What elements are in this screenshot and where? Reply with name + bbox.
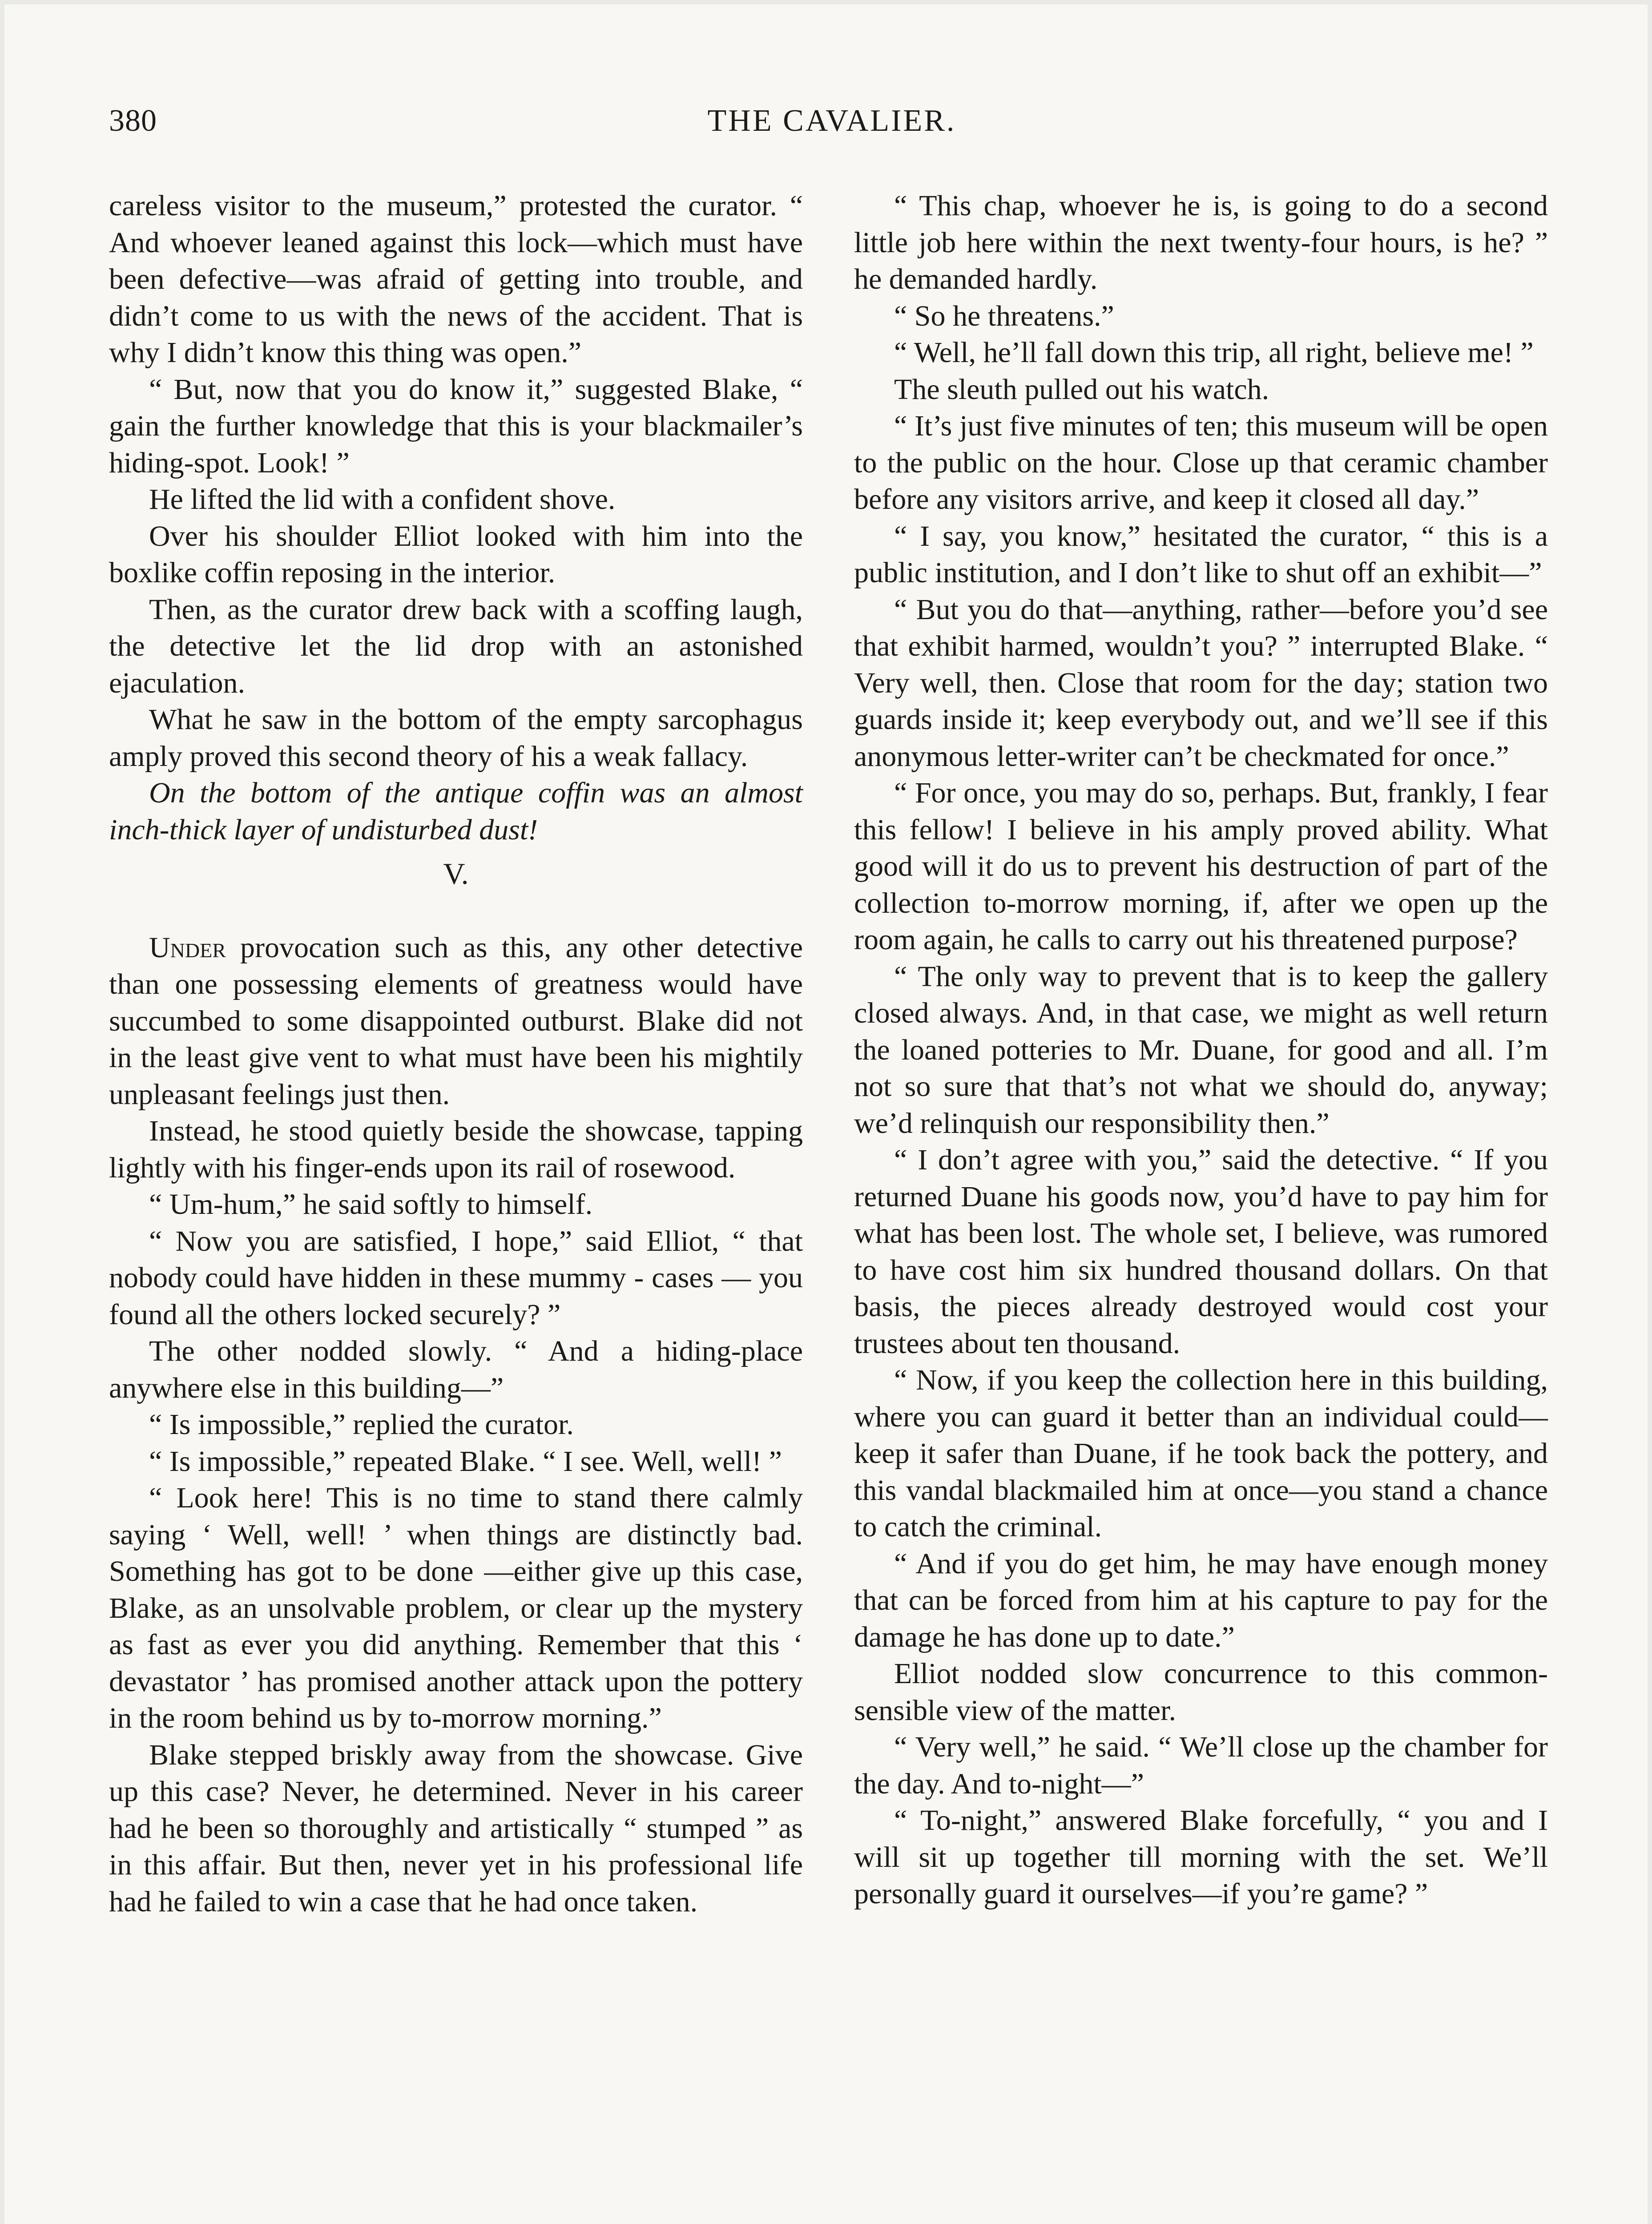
paragraph: “ Um-hum,” he said softly to himself. bbox=[149, 1188, 593, 1221]
paragraph: “ Is impossible,” repeated Blake. “ I see. Well, well! ” bbox=[149, 1445, 782, 1478]
paragraph: “ I don’t agree with you,” said the detective. “ If you returned Duane his goods now, you’d have to pay him for what has been lost. The whole set, I believe, was rumored to have cost him six hundred thousand dollars. On that basis, the pieces already destroyed would cost your trustees about ten thousand. bbox=[854, 1144, 1548, 1360]
paragraph: Then, as the curator drew back with a scoffing laugh, the detective let the lid drop with an astonished ejaculation. bbox=[109, 593, 803, 699]
paragraph: “ The only way to prevent that is to keep the gallery closed always. And, in that case, we might as well return the loaned potteries to Mr. Duane, for good and all. I’m not so sure that that’s not what we should do, anyway; we’d relinquish our responsibility then.” bbox=[854, 960, 1548, 1140]
page-number: 380 bbox=[109, 104, 157, 138]
page-header bbox=[109, 103, 1555, 157]
paragraph: careless visitor to the museum,” protested the curator. “ And whoever leaned against this lock—which must have been defective—was afraid of getting into trouble, and didn’t come to us with the news of the accident. That is why I didn’t know this thing was open.” bbox=[109, 189, 803, 369]
section-heading: V. bbox=[443, 857, 469, 890]
paragraph: “ This chap, whoever he is, is going to do a second little job here within the next twenty-four hours, is he? ” he demanded hardly. bbox=[854, 189, 1548, 295]
paragraph: Blake stepped briskly away from the showcase. Give up this case? Never, he determined. Never in his career had he been so thoroughly and artistically “ stumped ” as in this affair. But then, never yet in his professional life had he failed to win a case that he had once taken. bbox=[109, 1738, 803, 1918]
paragraph: “ So he threatens.” bbox=[894, 299, 1114, 332]
paragraph: “ Look here! This is no time to stand there calmly saying ‘ Well, well! ’ when things are distinctly bad. Something has got to be done —either give up this case, Blake, as an unsolvable problem, or clear up the mystery as fast as ever you did anything. Remember that this ‘ devastator ’ has promised another attack upon the pottery in the room behind us by to-morrow morning.” bbox=[109, 1482, 803, 1734]
section-opening-paragraph bbox=[109, 930, 803, 1113]
paragraph: Over his shoulder Elliot looked with him into the boxlike coffin reposing in the interior. bbox=[109, 520, 803, 589]
running-title: THE CAVALIER. bbox=[707, 104, 956, 138]
paragraph: He lifted the lid with a confident shove. bbox=[149, 483, 616, 516]
paragraph: “ Well, he’ll fall down this trip, all right, believe me! ” bbox=[894, 336, 1534, 369]
paragraph: “ But, now that you do know it,” suggested Blake, “ gain the further knowledge that this is your blackmailer’s hiding-spot. Look! ” bbox=[109, 373, 803, 479]
paragraph: “ And if you do get him, he may have enough money that can be forced from him at his capture to pay for the damage he has done up to date.” bbox=[854, 1547, 1548, 1653]
section-lead-word: Under bbox=[149, 931, 226, 964]
paragraph: Instead, he stood quietly beside the showcase, tapping lightly with his finger-ends upon its rail of rosewood. bbox=[109, 1115, 803, 1184]
paragraph: What he saw in the bottom of the empty sarcophagus amply proved this second theory of his a weak fallacy. bbox=[109, 703, 803, 773]
paragraph: “ It’s just five minutes of ten; this museum will be open to the public on the hour. Close up that ceramic chamber before any visitors arrive, and keep it closed all day.” bbox=[854, 410, 1548, 516]
paragraph: “ For once, you may do so, perhaps. But, frankly, I fear this fellow! I believe in his amply proved ability. What good will it do us to prevent his destruction of part of the collection to-morrow morning, if, after we open up the room again, he calls to carry out his threatened purpose? bbox=[854, 777, 1548, 956]
paragraph: “ Now you are satisfied, I hope,” said Elliot, “ that nobody could have hidden in these mummy - cases — you found all the others locked securely? ” bbox=[109, 1225, 803, 1331]
italic-paragraph: On the bottom of the antique coffin was an almost inch-thick layer of undisturbed dust! bbox=[109, 777, 803, 846]
paragraph: “ Very well,” he said. “ We’ll close up the chamber for the day. And to-night—” bbox=[854, 1731, 1548, 1800]
paragraph: “ To-night,” answered Blake forcefully, “ you and I will sit up together till morning with the set. We’ll personally guard it ourselves—if you’re game? ” bbox=[854, 1804, 1548, 1910]
right-column bbox=[854, 188, 1548, 1913]
paragraph: Elliot nodded slow concurrence to this common-sensible view of the matter. bbox=[854, 1657, 1548, 1727]
paragraph: The sleuth pulled out his watch. bbox=[894, 373, 1269, 406]
left-column bbox=[109, 188, 803, 1920]
section-opening-text: provocation such as this, any other detective than one possessing elements of greatness would have succumbed to some disappointed outburst. Blake did not in the least give vent to what must have been his mightily unpleasant feelings just then. bbox=[109, 931, 803, 1111]
paragraph: “ Now, if you keep the collection here in this building, where you can guard it better than an individual could—keep it safer than Duane, if he took back the pottery, and this vandal blackmailed him at once—you stand a chance to catch the criminal. bbox=[854, 1364, 1548, 1543]
paragraph: The other nodded slowly. “ And a hiding-place anywhere else in this building—” bbox=[109, 1335, 803, 1404]
paragraph: “ I say, you know,” hesitated the curator, “ this is a public institution, and I don’t like to shut off an exhibit—” bbox=[854, 520, 1548, 589]
paragraph: “ But you do that—anything, rather—before you’d see that exhibit harmed, wouldn’t you? ” interrupted Blake. “ Very well, then. Close that room for the day; station two guards inside it; keep everybody out, and we’ll see if this anonymous letter-writer can’t be checkmated for once.” bbox=[854, 593, 1548, 773]
paragraph: “ Is impossible,” replied the curator. bbox=[149, 1408, 574, 1441]
